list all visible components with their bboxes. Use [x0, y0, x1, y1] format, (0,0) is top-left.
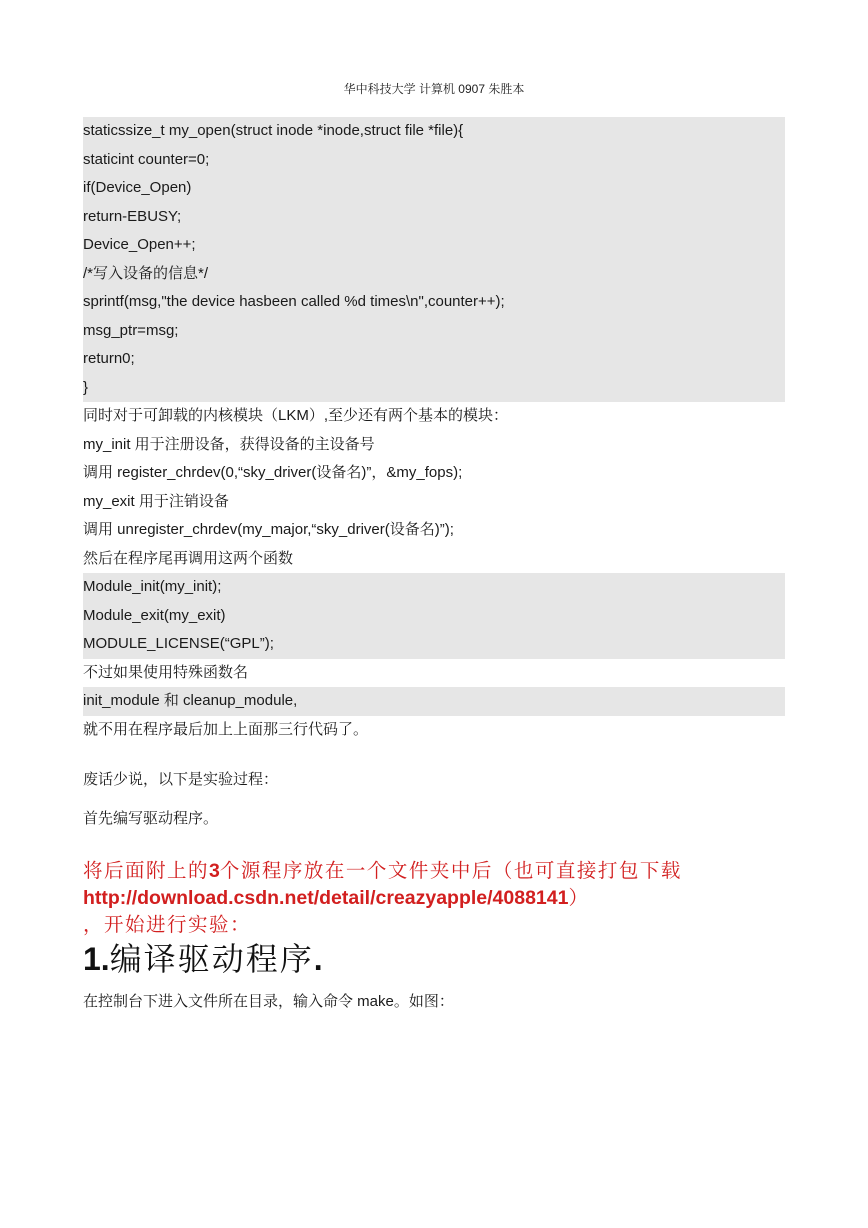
code-line: staticssize_t my_open(struct inode *inode,struct file *file){ — [83, 122, 464, 139]
section-heading — [83, 939, 785, 979]
code-line: if(Device_Open) — [83, 179, 192, 196]
spacer — [83, 979, 785, 988]
red-note-line-3: ，开始进行实验： — [83, 914, 252, 936]
text-line: 同时对于可卸载的内核模块（LKM）,至少还有两个基本的模块： — [83, 407, 509, 424]
code-line: /*写入设备的信息*/ — [83, 264, 209, 282]
section-dot: . — [313, 941, 323, 977]
spacer — [83, 795, 785, 804]
text-line: 不过如果使用特殊函数名 — [83, 663, 249, 681]
text-line: 然后在程序尾再调用这两个函数 — [83, 549, 294, 567]
code-line: Device_Open++; — [83, 236, 196, 253]
code-line: Module_exit(my_exit) — [83, 606, 226, 624]
code-line: staticint counter=0; — [83, 150, 210, 168]
red-note-line-2 — [83, 885, 785, 912]
code-line: sprintf(msg,"the device hasbeen called %d times\n",counter++); — [83, 293, 505, 310]
text-line: 就不用在程序最后加上上面那三行代码了。 — [83, 720, 369, 738]
step-intro-text: 首先编写驱动程序。 — [83, 810, 219, 827]
section-title: 编译驱动程序 — [109, 941, 314, 977]
text-line: my_init 用于注册设备，获得设备的主设备号 — [83, 435, 375, 453]
text-line: 调用 register_chrdev(0,“sky_driver(设备名)”，&my_fops); — [83, 464, 463, 481]
document-body — [83, 117, 785, 1017]
red-note — [83, 858, 785, 939]
red-note-close: ） — [568, 887, 590, 909]
text-block-lkm — [83, 402, 785, 573]
spacer — [83, 834, 785, 858]
download-link[interactable]: http://download.csdn.net/detail/creazyapple/4088141 — [83, 887, 569, 909]
code-line: Module_init(my_init); — [83, 578, 222, 595]
code-line: msg_ptr=msg; — [83, 321, 179, 339]
red-note-line-1 — [83, 858, 785, 885]
code-line: return-EBUSY; — [83, 207, 182, 225]
spacer — [83, 744, 785, 765]
section-number: 1. — [83, 941, 110, 977]
text-line: my_exit 用于注销设备 — [83, 492, 229, 510]
red-note-part1: 将后面附上的 — [83, 860, 210, 882]
page-header: 华中科技大学 计算机 0907 朱胜本 — [343, 82, 525, 96]
final-text-line: 在控制台下进入文件所在目录，输入命令 make。如图： — [83, 993, 454, 1010]
red-note-part2: 个源程序放在一个文件夹中后（也可直接打包下载 — [219, 860, 682, 882]
code-line: MODULE_LICENSE(“GPL”); — [83, 635, 274, 652]
red-note-number: 3 — [209, 860, 220, 882]
intro-text: 废话少说，以下是实验过程： — [83, 771, 279, 788]
text-line: 调用 unregister_chrdev(my_major,“sky_driver(设备名)”); — [83, 521, 454, 538]
code-line-init-cleanup: init_module 和 cleanup_module, — [83, 687, 785, 716]
code-line: } — [83, 378, 89, 396]
code-block-module — [83, 573, 785, 659]
code-block-my-open — [83, 117, 785, 402]
code-line: return0; — [83, 350, 135, 367]
